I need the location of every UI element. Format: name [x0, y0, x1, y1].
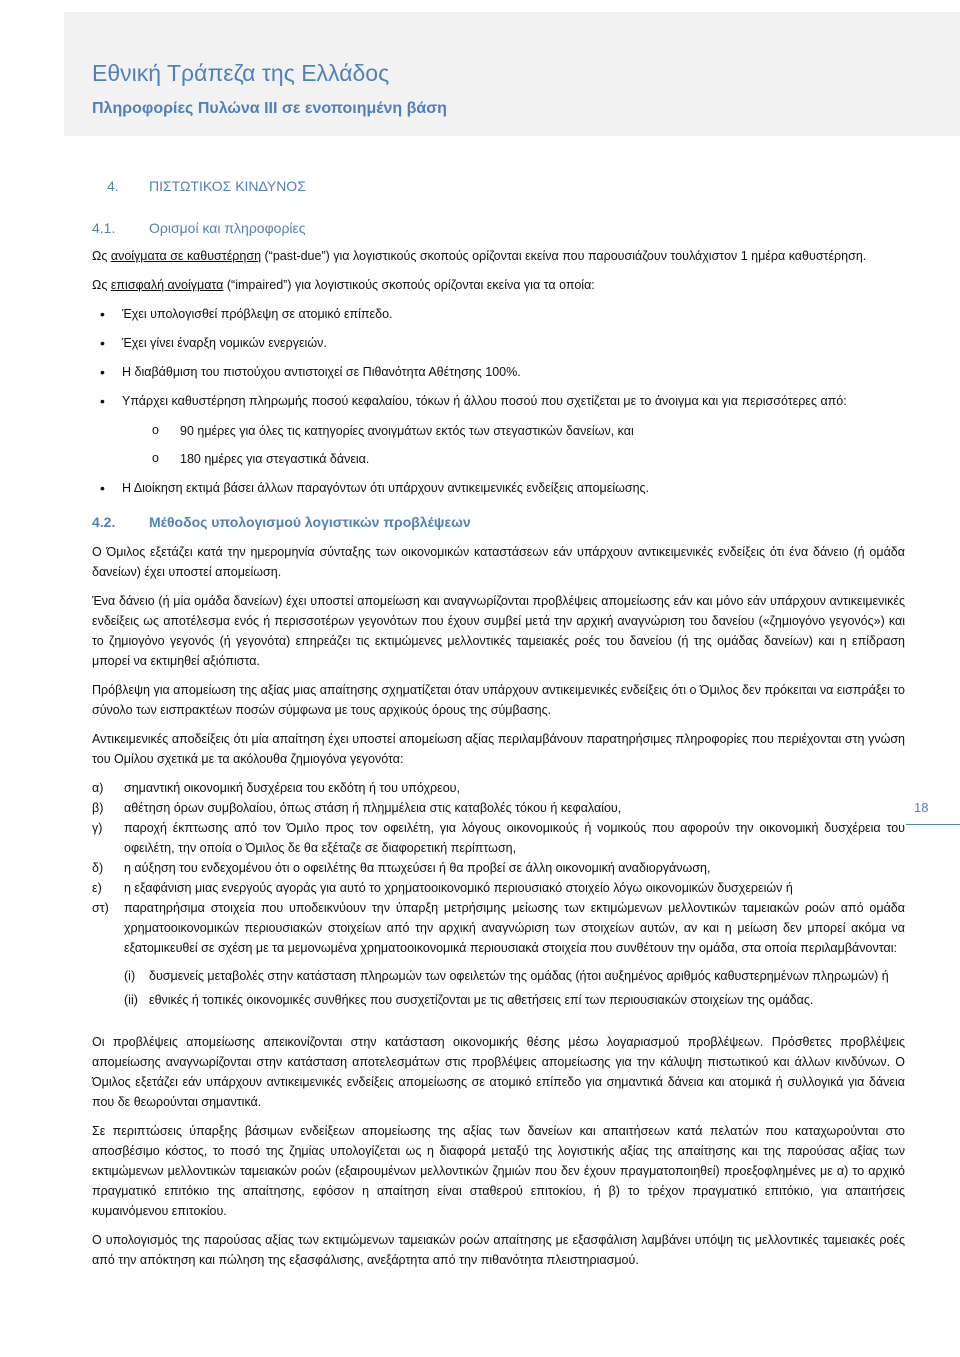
- list-item: • Η διαβάθμιση του πιστούχου αντιστοιχεί σε Πιθανότητα Αθέτησης 100%.: [92, 362, 905, 382]
- list-item: • Υπάρχει καθυστέρηση πληρωμής ποσού κεφαλαίου, τόκων ή άλλου ποσού που σχετίζεται με το άνοιγμα και για περισσότερες από: o 90 ημέρες για όλες τις κατηγορίες ανοιγμάτων εκτός των στεγαστικών δανείων, και o 180 ημέρες για στεγαστικά δάνεια.: [92, 391, 905, 469]
- list-item: ε) η εξαφάνιση μιας ενεργούς αγοράς για αυτό το χρηματοοικονομικό περιουσιακό στοιχείο λόγω οικονομικών δυσχερειών ή: [92, 881, 793, 895]
- impaired-criteria-list: [92, 304, 905, 498]
- section-number: 4.2.: [92, 514, 116, 530]
- document-subtitle: Πληροφορίες Πυλώνα ΙΙΙ σε ενοποιημένη βάση: [92, 100, 447, 117]
- section-4-2-heading: [92, 512, 905, 532]
- list-item: β) αθέτηση όρων συμβολαίου, όπως στάση ή πλημμέλεια στις καταβολές τόκου ή κεφαλαίου,: [92, 801, 622, 815]
- paragraph: Ο Όμιλος εξετάζει κατά την ημερομηνία σύνταξης των οικονομικών καταστάσεων εάν υπάρχουν αντικειμενικές ενδείξεις ότι ένα δάνειο (ή ομάδα δανείων) έχει υποστεί απομείωση.: [92, 545, 905, 579]
- paragraph: Σε περιπτώσεις ύπαρξης βάσιμων ενδείξεων απομείωσης της αξίας των δανείων και απαιτήσεων κατά πελατών που καταχωρούνται στο αποσβέσιμο κόστος, το ποσό της ζημίας υπολογίζεται ως η διαφορά μεταξύ της λογιστικής αξίας της απαίτησης και της παρούσας αξίας των εκτιμώμενων μελλοντικών ταμειακών ροών (εξαιρουμένων μελλοντικών ζημιών που δεν έχουν πραγματοποιηθεί) προεξοφλημένες με α) το αρχικό πραγματικό επιτόκιο της απαίτησης, εφόσον η απαίτηση είναι σταθερού επιτοκίου, ή β) το τρέχον πραγματικό επιτόκιο, για απαιτήσεις κυμαινόμενου επιτοκίου.: [92, 1124, 905, 1218]
- section-4-heading: [107, 176, 905, 196]
- roman-list: [124, 966, 905, 1010]
- document-body: [92, 176, 905, 1279]
- section-number: 4.1.: [92, 220, 116, 236]
- page-number-rule: [906, 824, 960, 825]
- loss-events-list: [92, 778, 905, 958]
- list-item: • Έχει γίνει έναρξη νομικών ενεργειών.: [92, 333, 905, 353]
- page-number: 18: [914, 800, 929, 815]
- paragraph: Ένα δάνειο (ή μία ομάδα δανείων) έχει υποστεί απομείωση και αναγνωρίζονται προβλέψεις απομείωσης εάν και μόνο εάν υπάρχουν αντικειμενικές ενδείξεις ως αποτέλεσμα ενός ή περισσοτέρων γεγονότων που έχουν συμβεί μετά την αρχική αναγνώριση του δανείου («ζημιογόνο γεγονός») και το ζημιογόνο γεγονός (ή γεγονότα) επηρεάζει τις εκτιμώμενες μελλοντικές ταμειακές ροές του δανείου (ή της ομάδας δανείων) και η επίδραση μπορεί να εκτιμηθεί αξιόπιστα.: [92, 594, 905, 668]
- list-item: • Η Διοίκηση εκτιμά βάσει άλλων παραγόντων ότι υπάρχουν αντικειμενικές ενδείξεις απομείωσης.: [92, 478, 905, 498]
- section-title: Μέθοδος υπολογισμού λογιστικών προβλέψεων: [149, 514, 471, 530]
- list-item: α) σημαντική οικονομική δυσχέρεια του εκδότη ή του υπόχρεου,: [92, 781, 460, 795]
- past-due-term: ανοίγματα σε καθυστέρηση: [110, 249, 262, 263]
- paragraph: Πρόβλεψη για απομείωση της αξίας μιας απαίτησης σχηματίζεται όταν υπάρχουν αντικειμενικές ενδείξεις ότι ο Όμιλος δεν πρόκειται να εισπράξει το σύνολο των εισπρακτέων ποσών σύμφωνα με τους αρχικούς όρους της σύμβασης.: [92, 683, 905, 717]
- sub-list-item: o 90 ημέρες για όλες τις κατηγορίες ανοιγμάτων εκτός των στεγαστικών δανείων, και: [122, 421, 905, 441]
- sub-list-item: o 180 ημέρες για στεγαστικά δάνεια.: [122, 449, 905, 469]
- list-item: (i) δυσμενείς μεταβολές στην κατάσταση πληρωμών των οφειλετών της ομάδας (ήτοι αυξημένος αριθμός καθυστερημένων πληρωμών) ή: [124, 969, 889, 983]
- list-item: • Έχει υπολογισθεί πρόβλεψη σε ατομικό επίπεδο.: [92, 304, 905, 324]
- section-number: 4.: [107, 178, 119, 194]
- document-title: Εθνική Τράπεζα της Ελλάδος: [92, 60, 390, 86]
- section-title: Ορισμοί και πληροφορίες: [149, 220, 306, 236]
- paragraph: Οι προβλέψεις απομείωσης απεικονίζονται στην κατάσταση οικονομικής θέσης μέσω λογαριασμού προβλέψεων. Πρόσθετες προβλέψεις απομείωσης αναγνωρίζονται στην κατάσταση αποτελεσμάτων στις προβλέψεις απομείωσης για την κάλυψη πιστωτικού και άλλων κινδύνων. Ο Όμιλος εξετάζει εάν υπάρχουν αντικειμενικές ενδείξεις απομείωσης σε ατομικό επίπεδο για σημαντικά δάνεια και ατομικά ή συλλογικά για δάνεια που δε θεωρούνται σημαντικά.: [92, 1035, 905, 1109]
- list-item: δ) η αύξηση του ενδεχομένου ότι ο οφειλέτης θα πτωχεύσει ή θα προβεί σε άλλη οικονομική αναδιοργάνωση,: [92, 861, 711, 875]
- paragraph: Ο υπολογισμός της παρούσας αξίας των εκτιμώμενων ταμειακών ροών απαίτησης με εξασφάλιση λαμβάνει υπόψη τις μελλοντικές ταμειακές ροές από την απόκτηση και πώληση της εξασφάλισης, ανεξάρτητα από την πιθανότητα πλειστηριασμού.: [92, 1233, 905, 1267]
- list-item: στ) παρατηρήσιμα στοιχεία που υποδεικνύουν την ύπαρξη μετρήσιμης μείωσης των εκτιμώμενων μελλοντικών ταμειακών ροών από ομάδα χρηματοοικονομικών περιουσιακών στοιχείων από την αρχική αναγνώριση των στοιχείων αυτών, αν και η μείωση δεν μπορεί ακόμα να εξατομικευθεί σε σχέση με τα μεμονωμένα χρηματοοικονομικά περιουσιακά στοιχεία που συνθέτουν την ομάδα, στα οποία περιλαμβάνονται:: [92, 901, 905, 955]
- paragraph: Αντικειμενικές αποδείξεις ότι μία απαίτηση έχει υποστεί απομείωση αξίας περιλαμβάνουν παρατηρήσιμες πληροφορίες που περιέχονται στη γνώση του Ομίλου σχετικά με τα ακόλουθα ζημιογόνα γεγονότα:: [92, 732, 905, 766]
- impaired-term: επισφαλή ανοίγματα: [110, 278, 224, 292]
- sub-list: [122, 421, 905, 469]
- section-4-1-heading: [92, 218, 905, 238]
- list-item: (ii) εθνικές ή τοπικές οικονομικές συνθήκες που συσχετίζονται με τις αθετήσεις επί των περιουσιακών στοιχείων της ομάδας.: [124, 993, 814, 1007]
- past-due-definition: Ως ανοίγματα σε καθυστέρηση (“past-due”) για λογιστικούς σκοπούς ορίζονται εκείνα που παρουσιάζουν τουλάχιστον 1 ημέρα καθυστέρηση.: [92, 249, 867, 263]
- section-title: ΠΙΣΤΩΤΙΚΟΣ ΚΙΝΔΥΝΟΣ: [149, 178, 306, 194]
- impaired-definition: Ως επισφαλή ανοίγματα (“impaired”) για λογιστικούς σκοπούς ορίζονται εκείνα για τα οποία:: [92, 278, 595, 292]
- list-item: γ) παροχή έκπτωσης από τον Όμιλο προς τον οφειλέτη, για λόγους οικονομικούς ή νομικούς που αφορούν την οικονομική δυσχέρεια του οφειλέτη, την οποία ο Όμιλος δε θα εξέταζε σε διαφορετική περίπτωση,: [92, 821, 905, 855]
